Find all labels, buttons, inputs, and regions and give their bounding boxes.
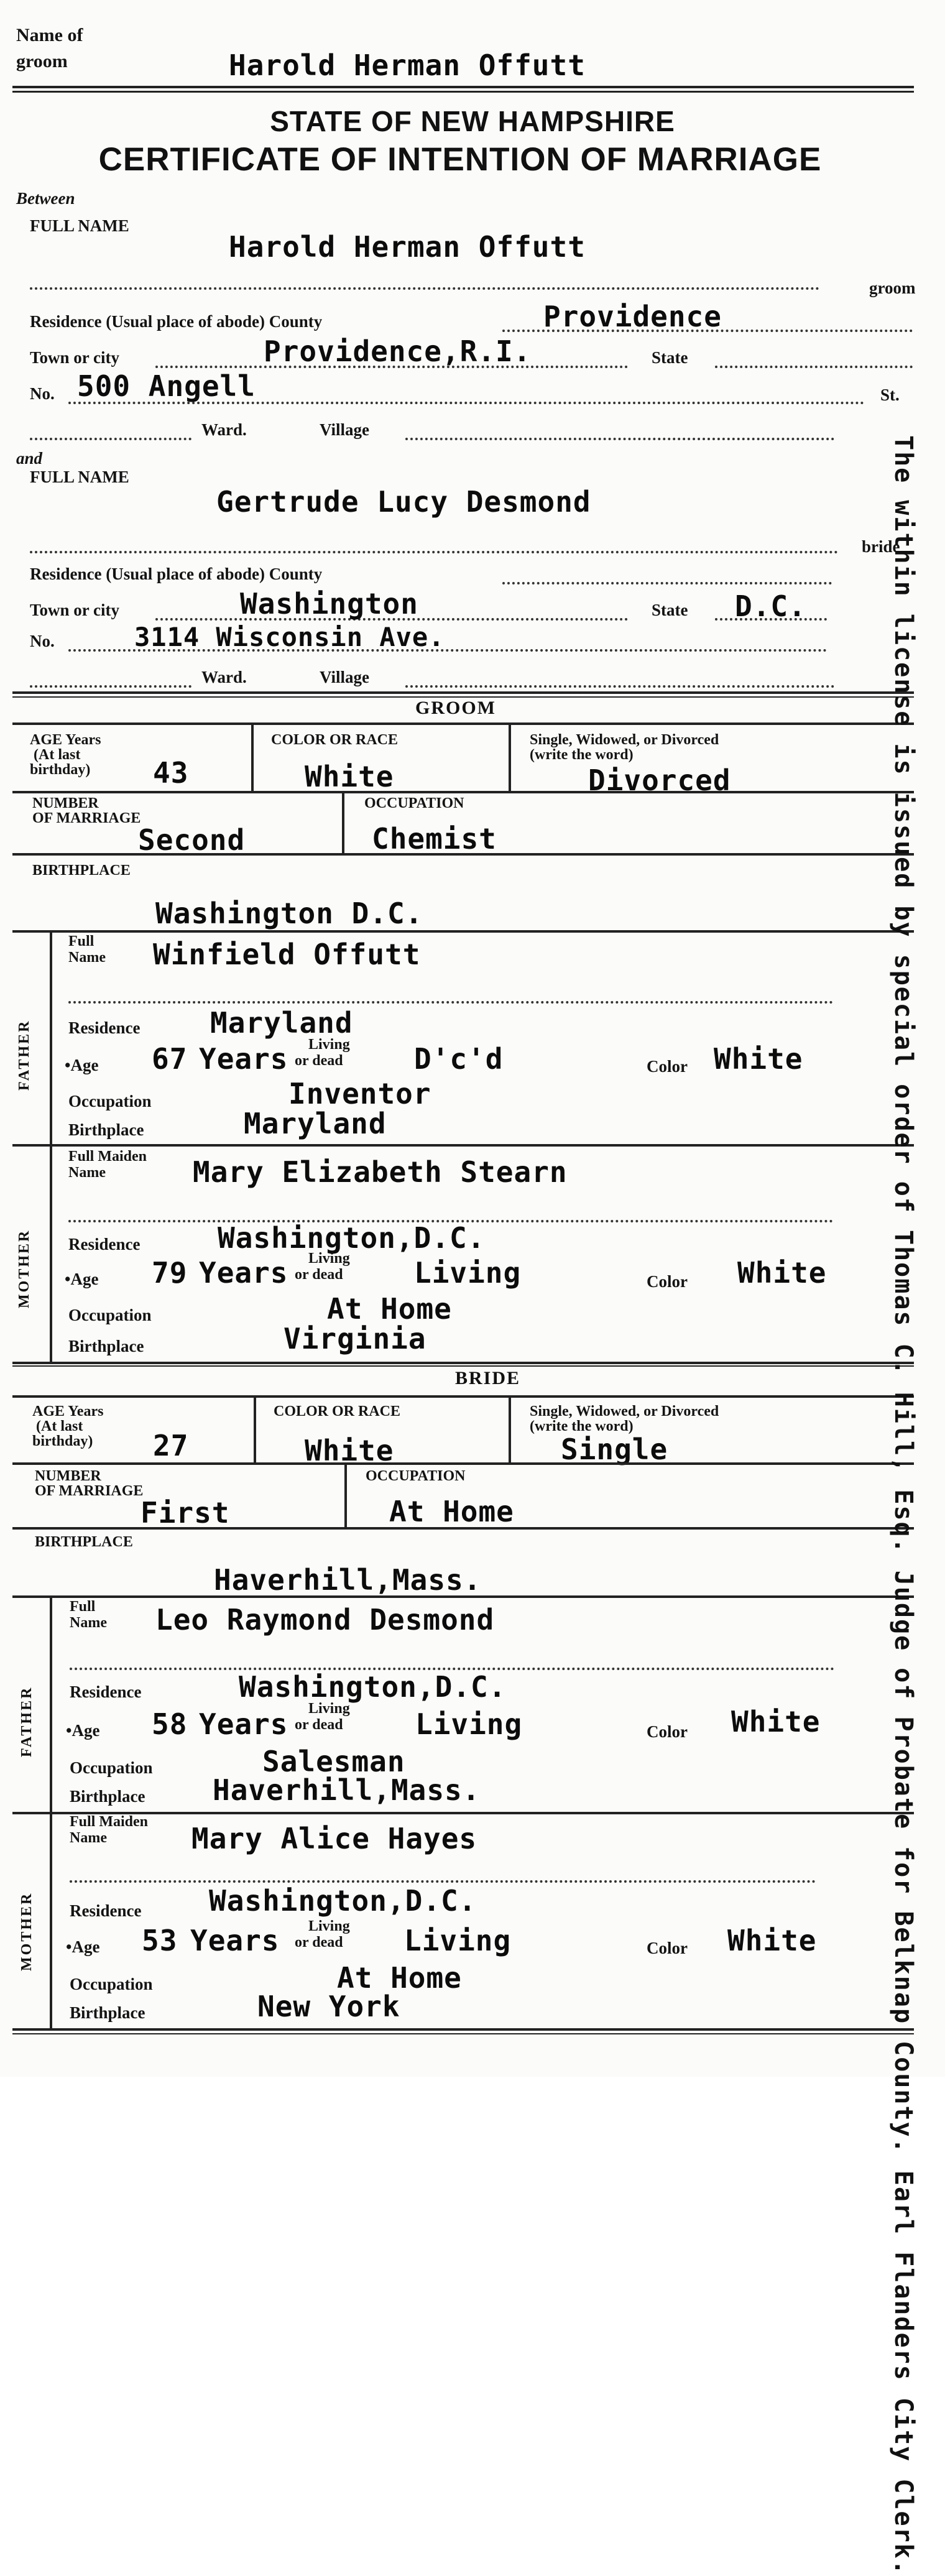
row-rule (12, 930, 914, 933)
bride-color-label: COLOR OR RACE (274, 1403, 401, 1420)
header-groom-name: Harold Herman Offutt (229, 48, 586, 82)
groom-section-rule-3 (12, 722, 914, 725)
divider (50, 1144, 52, 1362)
and-label: and (16, 449, 43, 468)
name-label: Name (70, 1615, 107, 1631)
groom-occupation: Chemist (372, 822, 497, 856)
groom-age-label-2: (At last (34, 747, 81, 763)
groom-marital-label-2: (write the word) (530, 747, 634, 763)
name-label: Name (68, 949, 106, 966)
groom-birthplace: Washington D.C. (155, 897, 423, 930)
bride-mother-label: MOTHER (19, 1891, 35, 1971)
living-label: Living (308, 1036, 350, 1053)
groom-mother-residence: Washington,D.C. (218, 1221, 486, 1255)
groom-mother-age: 79 (152, 1256, 188, 1290)
bride-full-name-label: FULL NAME (30, 468, 129, 486)
divider (509, 725, 511, 791)
groom-full-name-label: FULL NAME (30, 216, 129, 235)
bride-father-label: FATHER (19, 1686, 35, 1757)
groom-ward-label: Ward. (201, 420, 247, 439)
row-rule (12, 853, 914, 856)
bride-village-label: Village (320, 668, 369, 686)
bride-father-name: Leo Raymond Desmond (155, 1603, 495, 1637)
groom-village-label: Village (320, 420, 369, 439)
bride-ward-label: Ward. (201, 668, 247, 686)
name-label: Name (70, 1830, 107, 1846)
row-rule (12, 1595, 914, 1598)
bride-number-of-marriage: First (141, 1496, 230, 1530)
years-label: Years (199, 1256, 288, 1290)
bride-age-label-3: birthday) (32, 1433, 93, 1449)
groom-father-label: FATHER (16, 1019, 32, 1091)
age-label: •Age (65, 1056, 99, 1074)
occupation-label: Occupation (70, 1975, 153, 1993)
header-rule (12, 86, 914, 88)
or-dead-label: or dead (295, 1053, 343, 1069)
bride-town-label: Town or city (30, 601, 120, 619)
dotted-line (30, 287, 819, 290)
bride-father-age: 58 (152, 1707, 188, 1741)
row-rule (12, 1527, 914, 1530)
groom-marital-label-1: Single, Widowed, or Divorced (530, 732, 719, 748)
groom-father-age: 67 (152, 1042, 188, 1076)
bride-occupation-label: OCCUPATION (366, 1468, 466, 1484)
age-label: •Age (65, 1270, 99, 1288)
bride-occupation: At Home (389, 1495, 514, 1528)
bride-marital-label-1: Single, Widowed, or Divorced (530, 1403, 719, 1420)
groom-st-label: St. (880, 385, 900, 404)
bride-father-living: Living (415, 1707, 523, 1741)
bride-state: D.C. (735, 589, 806, 623)
bride-mother-residence: Washington,D.C. (209, 1884, 477, 1918)
divider (509, 1398, 511, 1462)
bride-age: 27 (153, 1429, 189, 1462)
bride-birthplace-label: BIRTHPLACE (35, 1534, 133, 1550)
name-label: Name (68, 1165, 106, 1181)
bride-father-occupation: Salesman (262, 1745, 405, 1778)
dotted-line (30, 551, 838, 553)
row-rule (12, 1362, 914, 1364)
groom-street: 500 Angell (77, 369, 256, 403)
color-label: Color (647, 1722, 688, 1741)
title-certificate: CERTIFICATE OF INTENTION OF MARRIAGE (98, 141, 822, 178)
full-label: Full (68, 933, 94, 949)
divider (251, 725, 254, 791)
color-label: Color (647, 1057, 688, 1076)
bride-street: 3114 Wisconsin Ave. (134, 622, 445, 652)
divider (50, 1595, 52, 1813)
living-label: Living (308, 1701, 350, 1717)
bride-mother-color: White (727, 1924, 817, 1957)
row-rule (12, 1144, 914, 1147)
bride-mother-occupation: At Home (337, 1961, 462, 1995)
row-rule (12, 1365, 914, 1367)
bride-age-label-1: AGE Years (32, 1403, 104, 1420)
groom-state-label: State (652, 348, 688, 367)
groom-mother-living: Living (414, 1256, 522, 1290)
header-rule-2 (12, 91, 914, 93)
groom-number-label-2: OF MARRIAGE (32, 810, 141, 826)
groom-father-residence: Maryland (210, 1006, 353, 1040)
groom-mother-name: Mary Elizabeth Stearn (193, 1155, 568, 1189)
groom-county: Providence (543, 300, 722, 333)
divider (50, 930, 52, 1144)
bride-father-residence: Washington,D.C. (239, 1670, 507, 1704)
occupation-label: Occupation (70, 1758, 153, 1777)
bride-section-rule (12, 1395, 914, 1398)
dotted-line (715, 366, 913, 368)
bride-marital-label-2: (write the word) (530, 1418, 634, 1434)
color-label: Color (647, 1939, 688, 1957)
or-dead-label: or dead (295, 1717, 343, 1733)
divider (254, 1398, 256, 1462)
living-label: Living (308, 1250, 350, 1267)
groom-label: groom (16, 51, 68, 72)
dotted-line (405, 685, 834, 688)
bride-town: Washington (240, 587, 418, 621)
bride-number-label-2: OF MARRIAGE (35, 1483, 144, 1499)
side-note: The within license is issued by special order of Thomas C. Hill, Esq. Judge of Probate for Belknap County. Earl Flanders City Clerk. (889, 435, 918, 2576)
groom-mother-occupation: At Home (327, 1292, 452, 1326)
groom-mother-color: White (737, 1256, 827, 1290)
bride-section-title: BRIDE (455, 1368, 521, 1388)
row-rule (12, 1462, 914, 1465)
birthplace-label: Birthplace (68, 1120, 144, 1139)
groom-section-rule (12, 691, 914, 694)
groom-mother-birthplace: Virginia (284, 1322, 426, 1355)
full-maiden-label: Full Maiden (70, 1814, 149, 1830)
dotted-line (30, 438, 191, 440)
bride-color: White (305, 1434, 394, 1467)
groom-father-birthplace: Maryland (244, 1107, 387, 1140)
dotted-line (70, 1880, 816, 1883)
age-label: •Age (66, 1937, 100, 1956)
groom-mother-label: MOTHER (16, 1229, 32, 1308)
bride-father-birthplace: Haverhill,Mass. (213, 1773, 481, 1807)
bride-marital: Single (561, 1433, 668, 1466)
groom-color: White (305, 760, 394, 793)
residence-label: Residence (70, 1683, 142, 1701)
title-state: STATE OF NEW HAMPSHIRE (270, 105, 675, 137)
years-label: Years (190, 1924, 280, 1957)
name-of-label: Name of (16, 25, 83, 45)
groom-marital: Divorced (588, 764, 731, 797)
groom-occupation-label: OCCUPATION (364, 795, 464, 811)
groom-suffix: groom (869, 279, 916, 297)
birthplace-label: Birthplace (70, 2003, 145, 2022)
divider (344, 1465, 347, 1527)
groom-father-living: D'c'd (414, 1042, 504, 1076)
bride-mother-age: 53 (142, 1924, 178, 1957)
birthplace-label: Birthplace (70, 1787, 145, 1806)
bride-age-label-2: (At last (36, 1418, 83, 1434)
dotted-line (68, 1001, 833, 1004)
age-label: •Age (66, 1721, 100, 1740)
between-label: Between (16, 189, 75, 208)
groom-town: Providence,R.I. (264, 335, 532, 368)
groom-number-of-marriage: Second (138, 823, 246, 857)
divider (50, 1812, 52, 2028)
groom-father-color: White (714, 1042, 803, 1076)
bride-mother-birthplace: New York (257, 1990, 400, 2023)
bride-mother-name: Mary Alice Hayes (191, 1822, 477, 1855)
occupation-label: Occupation (68, 1306, 152, 1324)
groom-birthplace-label: BIRTHPLACE (32, 862, 131, 879)
groom-age-label-1: AGE Years (30, 732, 101, 748)
row-rule (12, 791, 914, 793)
divider (342, 793, 344, 853)
groom-age-label-3: birthday) (30, 762, 91, 778)
residence-label: Residence (70, 1901, 142, 1920)
or-dead-label: or dead (295, 1267, 343, 1283)
living-label: Living (308, 1918, 350, 1934)
bottom-rule (12, 2028, 914, 2031)
residence-label: Residence (68, 1235, 141, 1253)
bride-number-label-1: NUMBER (35, 1468, 101, 1484)
bride-father-color: White (731, 1705, 821, 1738)
groom-father-name: Winfield Offutt (153, 938, 421, 971)
groom-color-label: COLOR OR RACE (271, 732, 399, 748)
or-dead-label: or dead (295, 1934, 343, 1950)
bride-mother-living: Living (404, 1924, 512, 1957)
dotted-line (502, 582, 832, 584)
groom-age: 43 (153, 756, 189, 790)
years-label: Years (199, 1042, 288, 1076)
color-label: Color (647, 1272, 688, 1291)
bride-birthplace: Haverhill,Mass. (214, 1563, 482, 1597)
groom-full-name: Harold Herman Offutt (229, 230, 586, 264)
groom-no-label: No. (30, 384, 55, 403)
full-label: Full (70, 1599, 96, 1615)
bride-residence-label: Residence (Usual place of abode) County (30, 565, 323, 583)
bride-suffix: bride (862, 537, 900, 556)
bottom-rule-2 (12, 2033, 914, 2034)
residence-label: Residence (68, 1018, 141, 1037)
dotted-line (405, 438, 834, 440)
dotted-line (30, 685, 191, 688)
years-label: Years (199, 1707, 288, 1741)
full-maiden-label: Full Maiden (68, 1148, 147, 1165)
occupation-label: Occupation (68, 1092, 152, 1110)
groom-father-occupation: Inventor (288, 1077, 431, 1110)
groom-town-label: Town or city (30, 348, 120, 367)
bride-full-name: Gertrude Lucy Desmond (216, 485, 591, 519)
groom-section-title: GROOM (415, 698, 496, 718)
groom-residence-label: Residence (Usual place of abode) County (30, 312, 323, 331)
bride-state-label: State (652, 601, 688, 619)
bride-no-label: No. (30, 632, 55, 650)
groom-number-label-1: NUMBER (32, 795, 99, 811)
birthplace-label: Birthplace (68, 1337, 144, 1355)
